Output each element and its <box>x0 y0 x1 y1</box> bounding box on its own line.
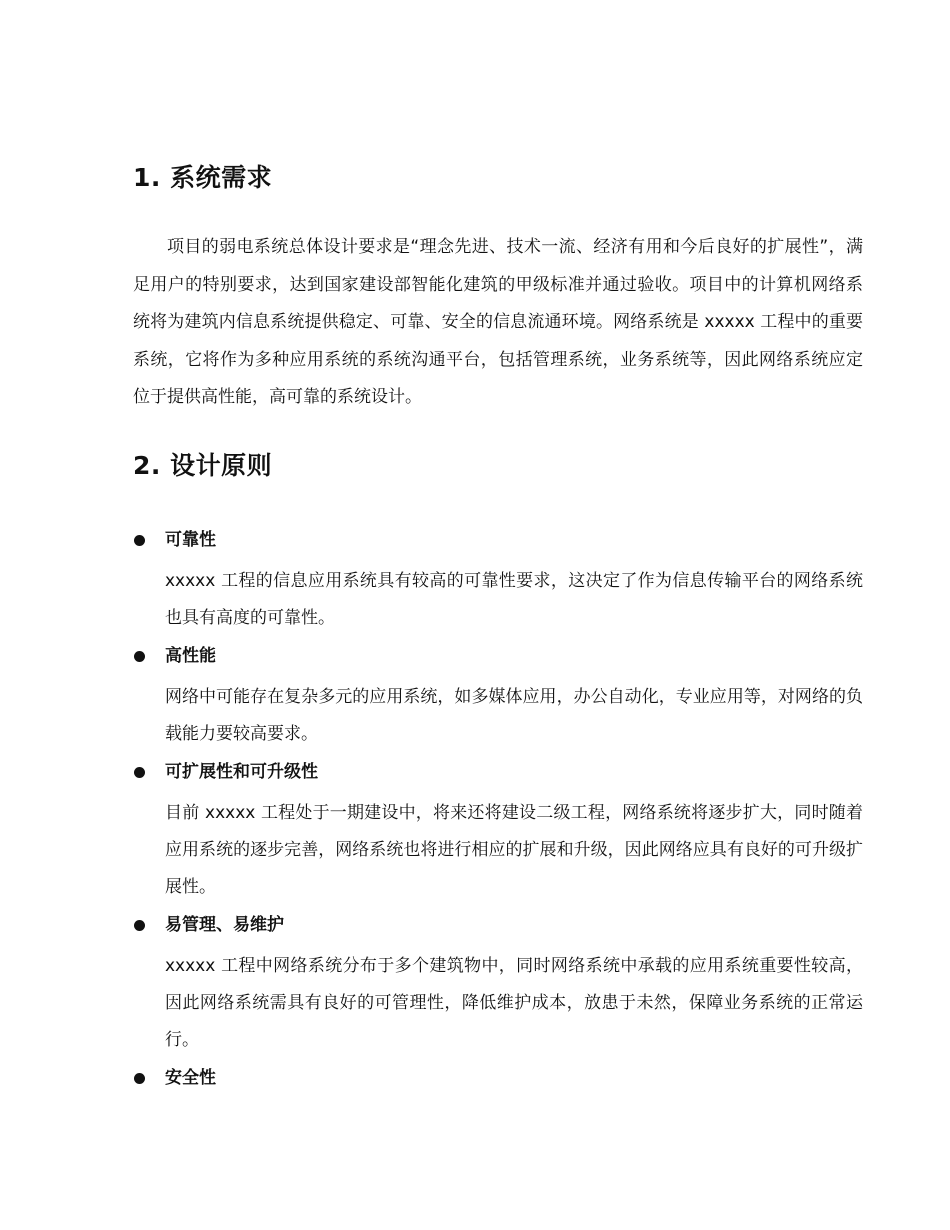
bullet-dot-icon <box>134 920 145 931</box>
design-principles-list <box>133 521 863 1097</box>
bullet-title: 可靠性 <box>165 530 216 550</box>
list-item-reliability <box>133 521 863 637</box>
bullet-title: 易管理、易维护 <box>165 915 284 935</box>
bullet-body: 网络中可能存在复杂多元的应用系统，如多媒体应用，办公自动化，专业应用等，对网络的负载能力要较高要求。 <box>165 687 863 744</box>
bullet-title: 安全性 <box>165 1068 216 1088</box>
section-heading-system-requirements: 1. 系统需求 <box>133 163 273 192</box>
list-item-scalability <box>133 753 863 906</box>
bullet-heading <box>133 521 863 559</box>
bullet-dot-icon <box>134 1073 145 1084</box>
bullet-body: 目前 xxxxx 工程处于一期建设中，将来还将建设二级工程，网络系统将逐步扩大，同时随着应用系统的逐步完善，网络系统也将进行相应的扩展和升级，因此网络应具有良好的可升级扩展性。 <box>165 803 863 897</box>
bullet-dot-icon <box>134 651 145 662</box>
bullet-dot-icon <box>134 767 145 778</box>
section-paragraph-system-requirements: 项目的弱电系统总体设计要求是“理念先进、技术一流、经济有用和今后良好的扩展性”，满足用户的特别要求，达到国家建设部智能化建筑的甲级标准并通过验收。项目中的计算机网络系统将为建筑内信息系统提供稳定、可靠、安全的信息流通环境。网络系统是 xxxxx 工程中的重要系统，它将作为多种应用系统的系统沟通平台，包括管理系统，业务系统等，因此网络系统应定位于提供高性能，高可靠的系统设计。 <box>133 237 863 408</box>
list-item-security <box>133 1059 863 1097</box>
section-heading-design-principles: 2. 设计原则 <box>133 451 273 480</box>
list-item-manageability <box>133 906 863 1059</box>
bullet-heading <box>133 906 863 944</box>
bullet-dot-icon <box>134 535 145 546</box>
bullet-title: 可扩展性和可升级性 <box>165 762 318 782</box>
bullet-body: xxxxx 工程的信息应用系统具有较高的可靠性要求，这决定了作为信息传输平台的网络系统也具有高度的可靠性。 <box>165 571 863 628</box>
bullet-body: xxxxx 工程中网络系统分布于多个建筑物中，同时网络系统中承载的应用系统重要性较高，因此网络系统需具有良好的可管理性，降低维护成本，放患于未然，保障业务系统的正常运行。 <box>165 956 863 1050</box>
bullet-heading <box>133 637 863 675</box>
list-item-high-performance <box>133 637 863 753</box>
bullet-heading <box>133 753 863 791</box>
bullet-title: 高性能 <box>165 646 216 666</box>
bullet-heading <box>133 1059 863 1097</box>
